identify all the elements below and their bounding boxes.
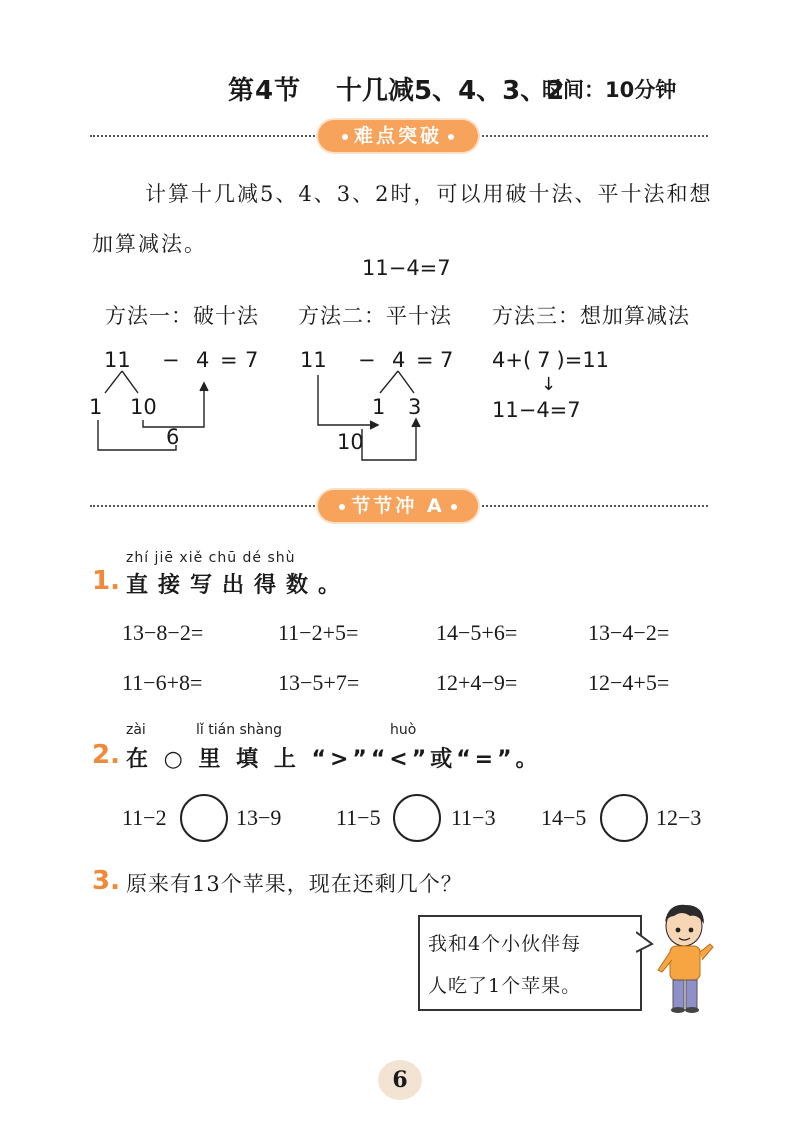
m2-result: 10: [337, 430, 364, 454]
q2-right-expr: 11−3: [451, 805, 496, 830]
section-topic: 十几减5、4、3、2: [336, 76, 565, 106]
answer-circle[interactable]: [393, 794, 441, 842]
badge-difficult-label: 难点突破: [353, 125, 442, 147]
page-number: 6: [378, 1060, 422, 1100]
q1-number: 1.: [92, 566, 120, 596]
intro-line-2: 加算减法。: [92, 232, 207, 256]
m1-split-ones: 1: [89, 395, 103, 419]
m3-right: )=11: [556, 348, 610, 372]
q1-item[interactable]: 13−8−2=: [122, 620, 204, 645]
q3-text: 原来有13个苹果，现在还剩几个？: [126, 872, 463, 896]
m2-minus: −: [358, 348, 376, 372]
dotted-divider: [90, 135, 315, 137]
dot-icon: [342, 134, 348, 140]
m3-left: 4+(: [492, 348, 532, 372]
q1-text: 直接写出得数。: [126, 573, 351, 598]
answer-circle[interactable]: [600, 794, 648, 842]
m1-answer: 7: [245, 348, 259, 372]
m1-minus: −: [162, 348, 180, 372]
badge-practice: [318, 490, 478, 522]
m1-lines: [80, 365, 230, 460]
q1-item[interactable]: 14−5+6=: [436, 620, 518, 645]
q2-text: 在 ○ 里 填 上 “>”“<”或“=”。: [126, 747, 542, 772]
m2-split-ones: 1: [372, 395, 386, 419]
dotted-divider: [90, 505, 315, 507]
q1-item[interactable]: 13−4−2=: [588, 620, 670, 645]
m1-split-ten: 10: [130, 395, 157, 419]
m2-subtrahend: 4: [392, 348, 406, 372]
method-3-title: 方法三：想加算减法: [492, 304, 690, 328]
q2-left-expr: 11−5: [336, 805, 381, 830]
q3-number: 3.: [92, 866, 120, 896]
badge-practice-label: 节节冲 A: [351, 495, 445, 517]
q2-pinyin-2: lǐ tián shàng: [196, 722, 283, 738]
q2-left-expr: 14−5: [541, 805, 587, 830]
badge-difficult: [318, 120, 478, 152]
dotted-divider: [482, 135, 708, 137]
m2-answer: 7: [440, 348, 454, 372]
q1-item[interactable]: 12+4−9=: [436, 670, 518, 695]
q2-left-expr: 11−2: [122, 805, 167, 830]
m1-result: 6: [166, 425, 180, 449]
q1-item[interactable]: 12−4+5=: [588, 670, 670, 695]
method-1-title: 方法一：破十法: [105, 304, 259, 328]
m1-equals: =: [220, 348, 238, 372]
m2-minuend: 11: [300, 348, 327, 372]
dot-icon: [448, 134, 454, 140]
m2-split-three: 3: [408, 395, 422, 419]
answer-circle[interactable]: [180, 794, 228, 842]
m2-lines: [300, 365, 430, 465]
q1-item[interactable]: 11−2+5=: [278, 620, 359, 645]
q1-pinyin: zhí jiē xiě chū dé shù: [126, 550, 296, 566]
dotted-divider: [482, 505, 708, 507]
q2-right-expr: 13−9: [236, 805, 282, 830]
method-2-title: 方法二：平十法: [298, 304, 452, 328]
m2-equals: =: [416, 348, 434, 372]
boy-illustration: [650, 900, 720, 1018]
q2-pinyin-3: huò: [390, 722, 417, 738]
m1-minuend: 11: [104, 348, 131, 372]
q2-pinyin-1: zài: [126, 722, 146, 738]
m1-subtrahend: 4: [196, 348, 210, 372]
time-limit: 时间：10分钟: [542, 78, 677, 102]
q1-item[interactable]: 11−6+8=: [122, 670, 203, 695]
q1-item[interactable]: 13−5+7=: [278, 670, 360, 695]
dot-icon: [339, 504, 345, 510]
m3-result-equation: 11−4=7: [492, 398, 581, 422]
speech-bubble: [418, 915, 642, 1011]
section-number: 第4节: [228, 76, 302, 106]
down-arrow-icon: ↓: [541, 374, 557, 395]
q2-number: 2.: [92, 740, 120, 770]
dot-icon: [451, 504, 457, 510]
m3-equation: [492, 348, 609, 372]
intro-line-1: 计算十几减5、4、3、2时，可以用破十法、平十法和想: [145, 182, 713, 206]
example-equation: 11−4=7: [362, 256, 451, 280]
m3-blank: 7: [537, 348, 551, 372]
q2-right-expr: 12−3: [656, 805, 702, 830]
speech-line-2: 人吃了1个苹果。: [428, 975, 582, 997]
speech-line-1: 我和4个小伙伴每: [428, 933, 582, 955]
